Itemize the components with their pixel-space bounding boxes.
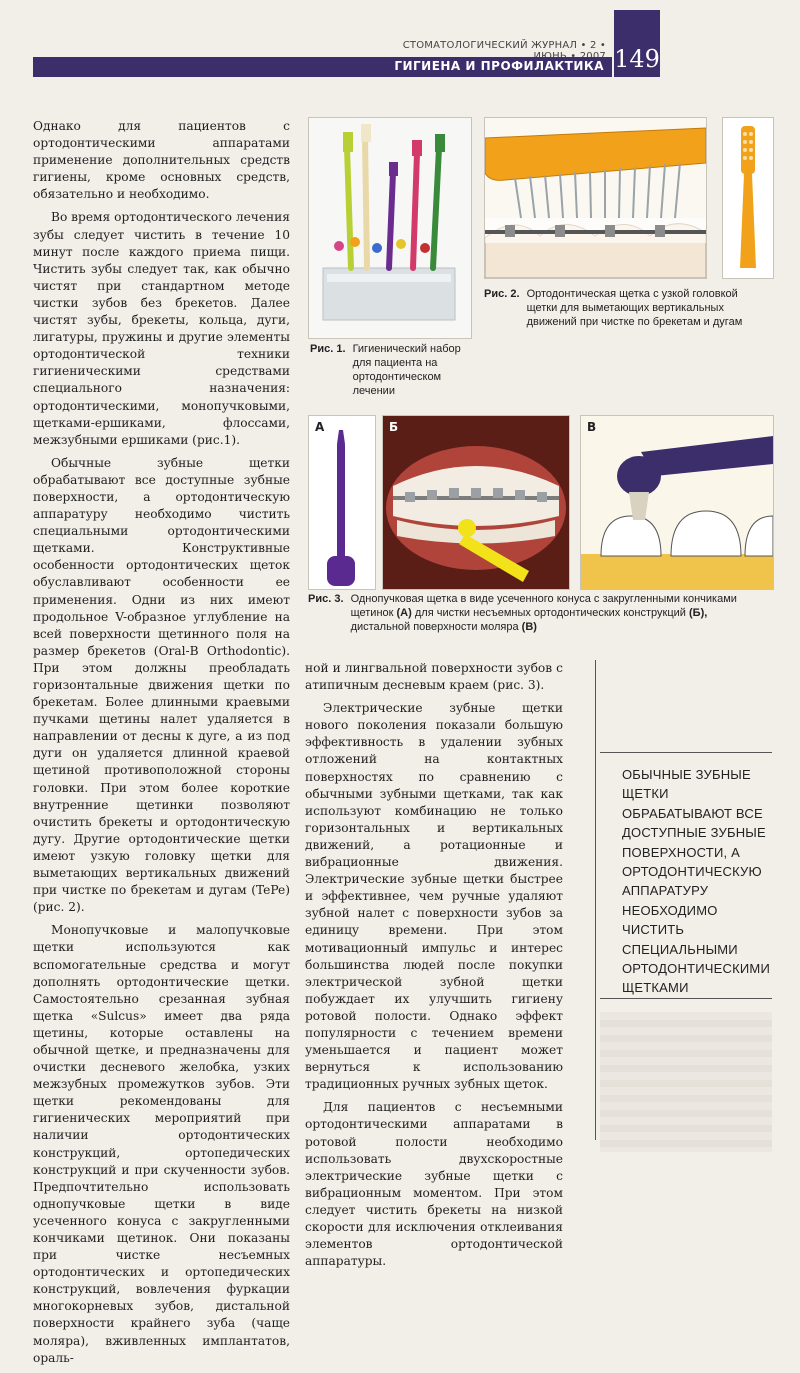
figure-1-photo bbox=[308, 117, 472, 339]
figure-3-caption-part: для чистки несъемных ортодонтических конструкций bbox=[414, 607, 686, 619]
figure-3-label: Рис. 3. bbox=[308, 593, 344, 605]
text-column-middle bbox=[305, 660, 563, 1276]
section-bar bbox=[33, 57, 612, 77]
braces-mouth-illustration bbox=[383, 416, 569, 589]
pull-quote: ОБЫЧНЫЕ ЗУБНЫЕ ЩЕТКИ ОБРАБАТЫВАЮТ ВСЕ ДОСТУПНЫЕ ЗУБНЫЕ ПОВЕРХНОСТИ, А ОРТОДОНТИЧЕСКУЮ АППАРАТУРУ НЕОБХОДИМО ЧИСТИТЬ СПЕЦИАЛЬНЫМИ ОРТОДОНТИЧЕСКИМИ ЩЕТКАМИ bbox=[622, 767, 770, 996]
single-tuft-brush-icon bbox=[309, 416, 375, 589]
paragraph: Обычные зубные щетки обрабатывают все доступные зубные поверхности, а ортодонтическую аппаратуру необходимо чистить специальными ортодонтическими щетками. Конструктивные особенности ортодонтических щеток обуславливают особенности ее применения. Одни из них имеют продольное V-образное углубление на всей поверхности щетинного поля на размер брекетов (Oral-B Orthodontic). При этом должны преобладать горизонтальные движения щетки по брекетам. Более длинными краевыми пучками щетины налет удаляется в направлении от десны к дуге, а из под дуги он удаляется длинной краевой щетиной противоположной стороны головки. При этом более короткие внутренние щетинки позволяют очистить брекеты и ортодонтическую дугу. Другие ортодонтические щетки имеют узкую головку щетки для выметающих вертикальных движений при чистке по брекетам и дугам (TePe) (рис. 2). bbox=[33, 455, 290, 915]
panel-c-label: В bbox=[587, 420, 597, 434]
figure-2-brush-photo bbox=[722, 117, 774, 279]
page-number-box bbox=[614, 10, 660, 77]
paragraph: Во время ортодонтического лечения зубы следует чистить в течение 10 минут после каждого приема пищи. Чистить зубы следует так, как обычно чистят при стандартном методе чистки зубов без брекетов. Далее чистят зубы, брекеты, кольца, дуги, лигатуры, пружины и другие элементы ортодонтической техники гигиеническими средствами специального назначения: ортодонтическими, монопучковыми, щетками-ершиками, флоссами, межзубными ершиками (рис.1). bbox=[33, 210, 290, 447]
panel-b-label: Б bbox=[389, 420, 399, 434]
figure-3-part-c: (В) bbox=[521, 621, 537, 633]
journal-line: СТОМАТОЛОГИЧЕСКИЙ ЖУРНАЛ • 2 • bbox=[402, 40, 606, 51]
panel-a-label: А bbox=[315, 420, 325, 434]
section-title: ГИГИЕНА И ПРОФИЛАКТИКА bbox=[394, 59, 604, 73]
figure-3-caption-part: Однопучковая щетка в виде усеченного конуса с закругленными кончиками щетинок bbox=[350, 593, 737, 619]
paragraph: ной и лингвальной поверхности зубов с атипичным десневым краем (рис. 3). bbox=[305, 661, 563, 693]
pull-quote-bottom-rule bbox=[600, 998, 772, 999]
paragraph: Для пациентов с несъемными ортодонтическими аппаратами в ротовой полости необходимо использовать двухскоростные электрические зубные щетки с вибрационным моментом. При этом следует чистить брекеты на низкой скорости для исключения отклеивания элементов ортодонтической аппаратуры. bbox=[305, 1100, 563, 1269]
figure-3-part-b: (Б), bbox=[689, 607, 708, 619]
paragraph: Однако для пациентов с ортодонтическими аппаратами применение дополнительных средств гигиены, кроме основных средств, обязательно и необходимо. bbox=[33, 119, 290, 202]
figure-2-caption-text: Ортодонтическая щетка с узкой головкой щетки для выметающих вертикальных движений при чистке по брекетам и дугам bbox=[526, 288, 743, 328]
pull-quote-divider bbox=[595, 660, 596, 1140]
toothbrush-set-illustration bbox=[309, 118, 471, 338]
paragraph: Монопучковые и малопучковые щетки используются как вспомогательные средства и могут дополнять ортодонтические щетки. Самостоятельно срезанная зубная щетка «Sulcus» имеет два ряда щетины, которые оставлены на обычной щетке, и предназначены для очистки десневого желобка, узких межзубных промежутков зубов. Эти щетки рекомендованы для гигиенических мероприятий при наличии ортодонтических конструкций, ортопедических конструкций и при скученности зубов. Предпочтительно использовать однопучковые щетки в виде усеченного конуса с закругленными кончиками щетинок. Они показаны при чистке несъемных ортодонтических и ортопедических конструкций, вовлечения фуркации многокорневых зубов, дистальной поверхности крайнего зуба (чаще моляра), вживленных имплантатов, ораль- bbox=[33, 923, 290, 1365]
figure-3-caption-part: дистальной поверхности моляра bbox=[350, 621, 519, 633]
figure-3-panel-b bbox=[382, 415, 570, 590]
figure-1-label: Рис. 1. bbox=[310, 343, 346, 355]
figure-1-caption-text: Гигиенический набор для пациента на ортодонтическом лечении bbox=[352, 343, 461, 397]
figure-3-caption-text bbox=[351, 592, 767, 634]
figure-1-caption bbox=[310, 342, 480, 398]
molar-brush-illustration bbox=[581, 416, 773, 589]
figure-3-caption bbox=[308, 592, 772, 634]
bleed-through-text bbox=[600, 1012, 772, 1152]
paragraph: Электрические зубные щетки нового поколения показали большую эффективность в удалении зубных отложений на контактных поверхностях по сравнению с обычными зубными щетками, так как используют комбинацию не только горизонтальных и вертикальных движений, а ротационные и вибрационные движения. Электрические зубные щетки быстрее и эффективнее, чем ручные удаляют зубной налет с поверхности зубов за единицу времени. При этом мотивационный импульс и интерес большинства людей после покупки электрической зубной щетки побуждает их улучшить гигиену ротовой полости. Однако эффект популярности с течением времени уменьшается и пациент может вернуться к использованию традиционных ручных зубных щеток. bbox=[305, 701, 563, 1092]
figure-3-panel-a bbox=[308, 415, 376, 590]
text-column-left bbox=[33, 118, 290, 1373]
pull-quote-top-rule bbox=[600, 752, 772, 753]
figure-2-caption bbox=[484, 287, 772, 329]
figure-3-part-a: (А) bbox=[396, 607, 412, 619]
page-number: 149 bbox=[614, 45, 660, 73]
figure-2-label: Рис. 2. bbox=[484, 288, 520, 300]
figure-2-photo bbox=[484, 117, 707, 279]
figure-3-panel-c bbox=[580, 415, 774, 590]
orthodontic-brush-illustration bbox=[485, 118, 706, 278]
orange-toothbrush-icon bbox=[723, 118, 773, 278]
